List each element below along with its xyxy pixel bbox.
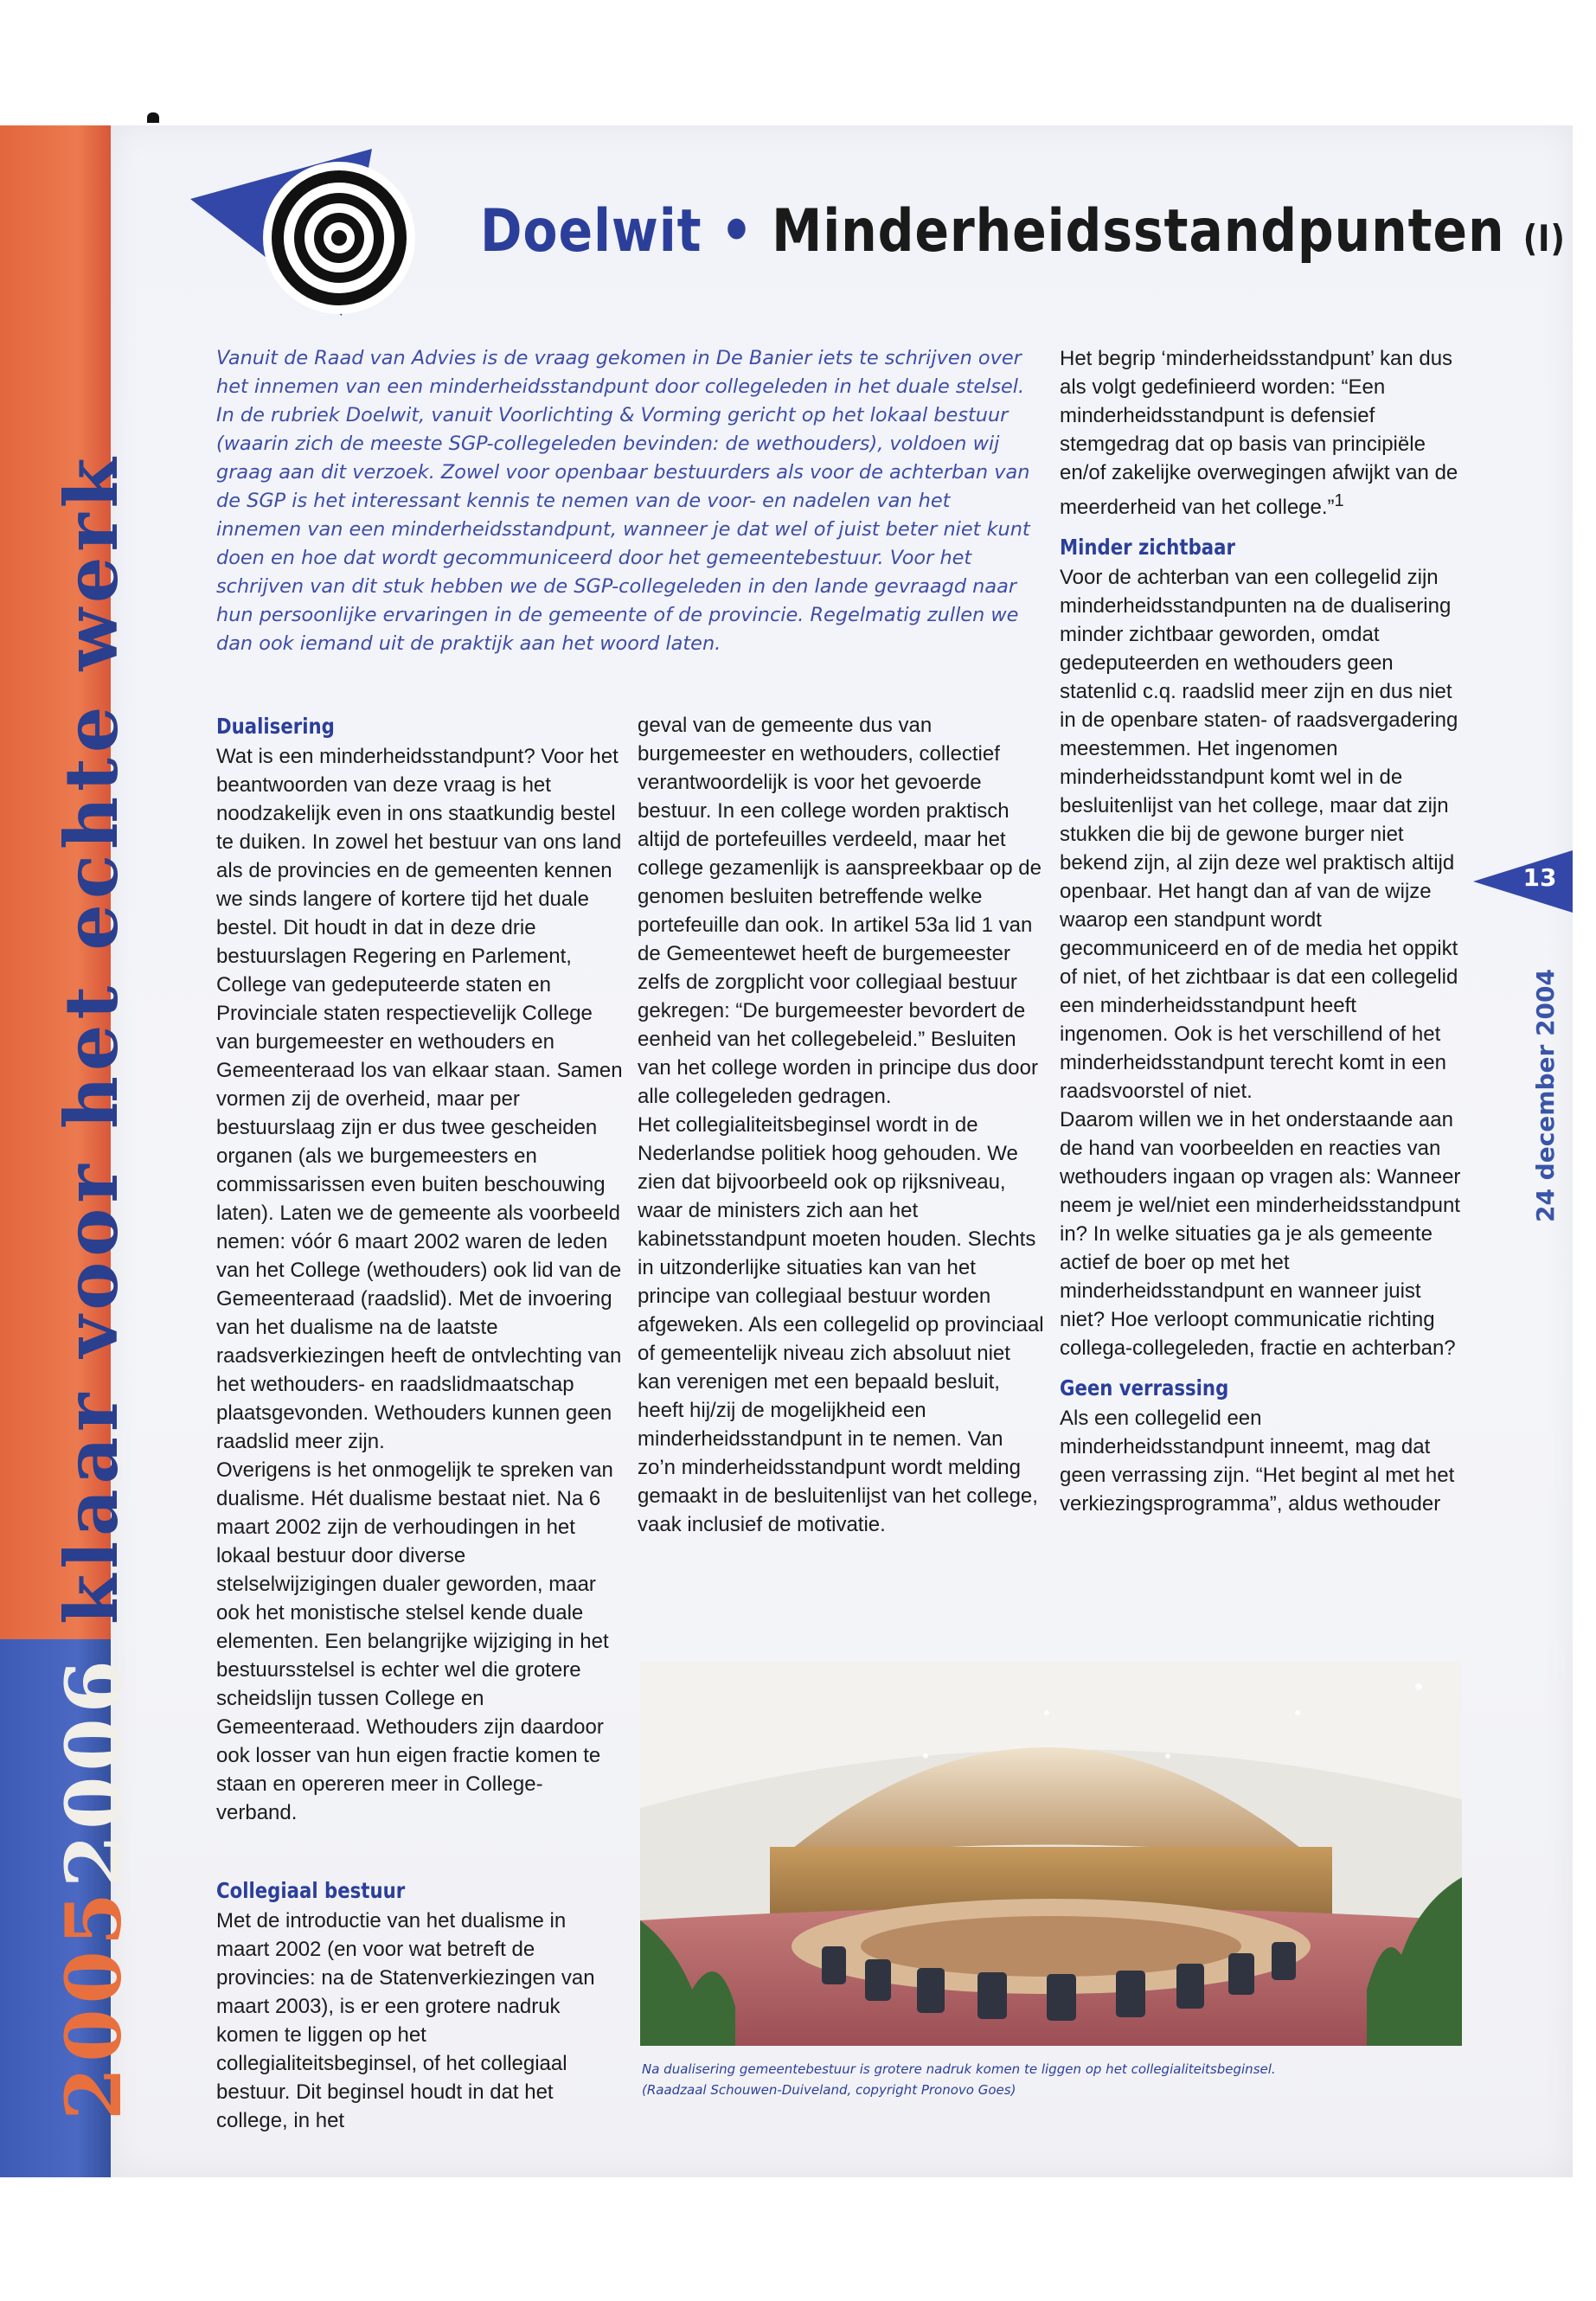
collegiaal-paragraph-1: Met de introductie van het dualisme in maart 2002 (en voor wat betreft de provincies: na de Statenverkiezingen van maart 2003), is er een grotere nadruk komen te liggen op het collegialiteitsbeginsel, of het collegiaal bestuur. Dit beginsel houdt in dat het college, in het (216, 1909, 595, 2132)
column-1-bottom (216, 1875, 623, 2135)
caption-line-2: (Raadzaal Schouwen-Duiveland, copyright Pronovo Goes) (642, 2082, 1016, 2098)
dualisering-paragraph-2: Overigens is het onmogelijk te spreken van dualisme. Hét dualisme bestaat niet. Na 6 maart 2002 zijn de verhoudingen in het lokaal bestuur door diverse stelselwijzigingen dualer geworden, maar ook het monistische stelsel kende duale elementen. Een belangrijke wijziging in het bestuursstelsel is echter wel die grotere scheidslijn tussen College en Gemeenteraad. Wethouders zijn daardoor ook losser van hun eigen fractie komen te staan en opereren meer in College-verband. (216, 1458, 613, 1824)
article-title: Minderheidsstandpunten (772, 197, 1505, 266)
dualisering-paragraph-1: Wat is een minderheidsstandpunt? Voor het beantwoorden van deze vraag is het noodzakelijk even in ons staatkundig bestel te duiken. In zowel het bestuur van ons land als de provincies en de gemeenten kennen we sinds langere of kortere tijd het duale bestel. Dit houdt in dat in deze drie bestuurslagen Regering en Parlement, College van gedeputeerde staten en Provinciale staten respectievelijk College van burgemeester en wethouders en Gemeenteraad los van elkaar staan. Samen vormen zij de overheid, maar per bestuurslaag zijn er dus twee gescheiden organen (als we burgemeesters en commissarissen even buiten beschouwing laten). Laten we de gemeente als voorbeeld nemen: vóór 6 maart 2002 waren de leden van het College (wethouders) ook lid van de Gemeenteraad (raadslid). Met de invoering van het dualisme na de laatste raadsverkiezingen heeft de ontvlechting van het wethouders- en raadslidmaatschap plaatsgevonden. Wethouders kunnen geen raadslid meer zijn. (216, 745, 623, 1453)
collegiaal-paragraph-2: geval van de gemeente dus van burgemeester en wethouders, collectief verantwoordelijk is voor het gevoerde bestuur. In een college worden praktisch altijd de portefeuilles verdeeld, maar het college gezamenlijk is aanspreekbaar op de genomen besluiten betreffende welke portefeuille dan ook. In artikel 53a lid 1 van de Gemeentewet heeft de burgemeester zelfs de zorgplicht voor collegiaal bestuur gekregen: “De burgemeester bevordert de eenheid van het collegebeleid.” Besluiten van het college worden in principe dus door alle collegeleden gedragen. (638, 714, 1042, 1108)
page-title (480, 197, 1566, 266)
collegiaal-paragraph-3: Het collegialiteitsbeginsel wordt in de Nederlandse politiek hoog gehouden. We zien dat bijvoorbeeld ook op rijksniveau, waar de ministers zich aan het kabinetsstandpunt moeten houden. Slechts in uitzonderlijke situaties kan van het principe van collegiaal bestuur worden afgeweken. Als een collegelid op provinciaal of gemeentelijk niveau zich absoluut niet kan verenigen met een bepaald besluit, heeft hij/zij de mogelijkheid een minderheidsstandpunt in te nemen. Van zo’n minderheidsstandpunt wordt melding gemaakt in de besluitenlijst van het college, vaak inclusief de motivatie. (638, 1113, 1044, 1536)
verrassing-paragraph-1: Als een collegelid een minderheidsstandpunt inneemt, mag dat geen verrassing zijn. “Het begint al met het verkiezingsprogramma”, aldus wethouder (1060, 1407, 1455, 1516)
column-2 (638, 711, 1044, 1539)
binding-mark (147, 112, 159, 123)
spine-years (48, 1655, 138, 2120)
intro-paragraph: Vanuit de Raad van Advies is de vraag gekomen in De Banier iets te schrijven over het innemen van een minderheidsstandpunt door collegeleden in het duale stelsel. In de rubriek Doelwit, vanuit Voorlichting & Vorming gericht op het lokaal bestuur (waarin zich de meeste SGP-collegeleden bevinden: de wethouders), voldoen wij graag aan dit verzoek. Zowel voor openbaar bestuurders als voor de achterban van de SGP is het interessant kennis te nemen van de voor- en nadelen van het innemen van een minderheidsstandpunt, wanneer je dat wel of juist beter niet kunt doen en hoe dat wordt gecommuniceerd door het gemeentebestuur. Voor het schrijven van dit stuk hebben we de SGP-collegeleden in den lande gevraagd naar hun persoonlijke ervaringen in de gemeente of de provincie. Regelmatig zullen we dan ook iemand uit de praktijk aan het woord laten. (216, 347, 1030, 655)
zichtbaar-paragraph-1: Voor de achterban van een collegelid zijn minderheidsstandpunten na de dualisering minder zichtbaar geworden, omdat gedeputeerden en wethouders geen statenlid c.q. raadslid meer zijn en dus niet in de openbare staten- of raadsvergadering meestemmen. Het ingenomen minderheidsstandpunt komt wel in de besluitenlijst van het college, maar dat zijn stukken die bij de gewone burger niet bekend zijn, al zijn deze wel praktisch altijd openbaar. Het hangt dan af van de wijze waarop een standpunt wordt gecommuniceerd en of de media het oppikt of niet, of het zichtbaar is dat een collegelid een minderheidsstandpunt heeft ingenomen. Ook is het verschillend of het minderheidsstandpunt terecht komt in een raadsvoorstel of niet. (1060, 566, 1458, 1103)
target-logo-icon (190, 147, 450, 320)
title-separator: • (720, 197, 753, 266)
section-name: Doelwit (480, 197, 702, 266)
column-3 (1060, 344, 1466, 1518)
heading-minder-zichtbaar: Minder zichtbaar (1060, 535, 1235, 560)
definition-text: Het begrip ‘minderheidsstandpunt’ kan dus als volgt gedefinieerd worden: “Een minderheidsstandpunt is defensief stemgedrag dat op basis van principiële en/of zakelijke overwegingen afwijkt van de meerderheid van het college.” (1060, 347, 1458, 519)
column-1 (216, 711, 623, 1827)
photo-caption (642, 2059, 1464, 2100)
part-number: (I) (1522, 217, 1566, 260)
heading-collegiaal-bestuur: Collegiaal bestuur (216, 1878, 406, 1903)
spine-year-end: 2006 (48, 1655, 138, 1888)
definition-paragraph (1060, 344, 1466, 522)
spine-year-start: 2005 (48, 1888, 138, 2120)
zichtbaar-paragraph-2: Daarom willen we in het onderstaande aan de hand van voorbeelden en reacties van wethouders ingaan op vragen als: Wanneer neem je wel/niet een minderheidsstandpunt in? In welke situaties ga je als gemeente actief de boer op met het minderheidsstandpunt en wanneer juist niet? Hoe verloopt communicatie richting collega-collegeleden, fractie en achterban? (1060, 1108, 1461, 1360)
issue-date: 24 december 2004 (1531, 969, 1560, 1223)
footnote-marker: 1 (1334, 491, 1344, 510)
caption-line-1: Na dualisering gemeentebestuur is grotere nadruk komen te liggen op het collegialiteitsbeginsel. (642, 2061, 1276, 2077)
heading-dualisering: Dualisering (216, 714, 335, 739)
heading-geen-verrassing: Geen verrassing (1060, 1375, 1229, 1400)
council-chamber-photo (640, 1661, 1462, 2046)
page-number: 13 (1522, 863, 1557, 892)
spine-slogan: klaar voor het echte werk (48, 452, 134, 1625)
